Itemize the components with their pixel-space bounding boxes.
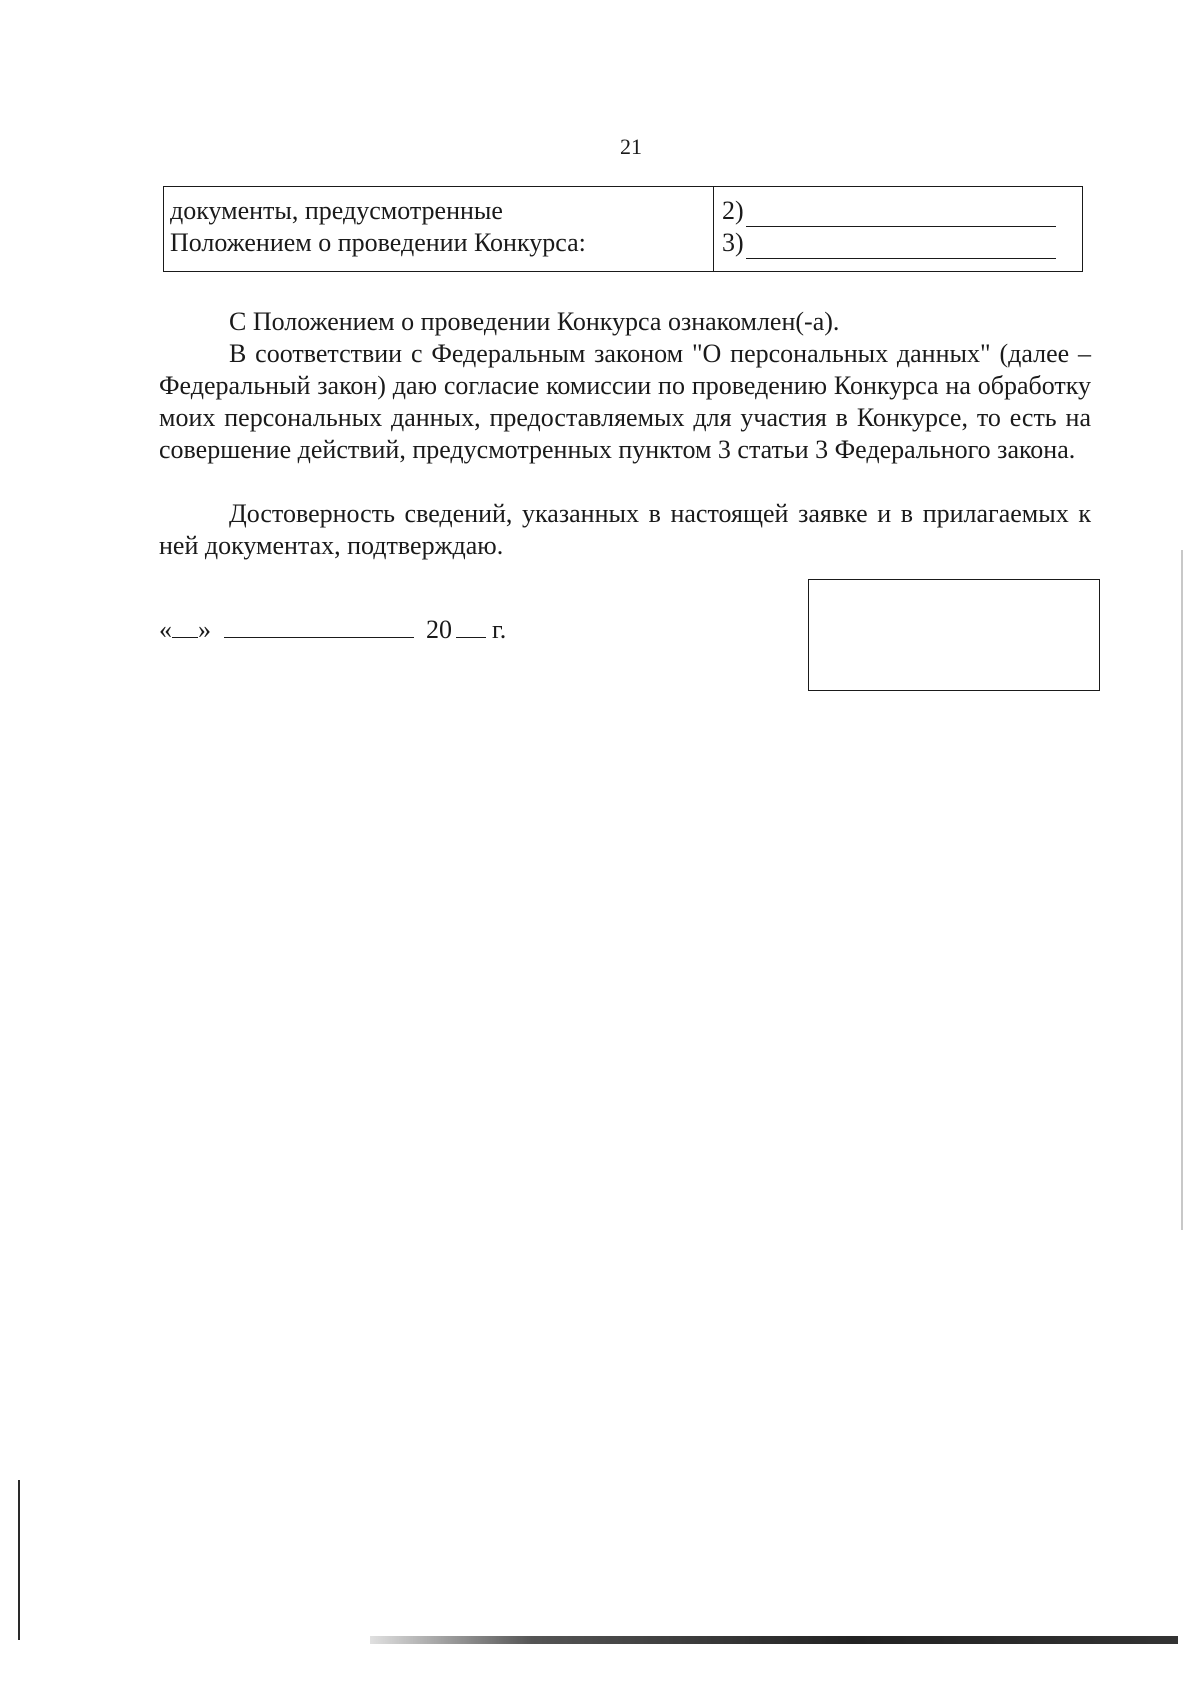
date-day-blank[interactable] [172,615,198,638]
documents-label-line-2: Положением о проведении Конкурса: [170,228,586,257]
documents-label-line-1: документы, предусмотренные [170,196,503,225]
signature-box[interactable] [808,579,1100,691]
personal-data-consent-paragraph: В соответствии с Федеральным законом "О персональных данных" (далее – Федеральный закон) даю согласие комиссии по проведению Конкурса на обработку моих персональных данных, предоставляемых для участия в Конкурсе, то есть на совершение действий, предусмотренных пунктом 3 статьи 3 Федерального закона. [159,339,1091,464]
documents-table [163,186,1083,272]
document-item-2-blank[interactable] [746,200,1056,227]
date-year-prefix: 20 [426,615,452,644]
date-month-blank[interactable] [224,615,414,638]
date-year-suffix: г. [492,615,507,644]
document-item-2-number: 2) [722,196,744,225]
document-item-3 [722,227,1082,259]
document-item-3-number: 3) [722,228,744,257]
acknowledgement-paragraph: С Положением о проведении Конкурса ознакомлен(-а). [229,307,840,336]
page-number: 21 [620,134,642,159]
accuracy-confirmation-paragraph: Достоверность сведений, указанных в настоящей заявке и в прилагаемых к ней документах, подтверждаю. [159,499,1091,560]
document-item-3-blank[interactable] [746,232,1056,259]
date-year-blank[interactable] [456,615,486,638]
scan-artifact-bottom-bar [370,1636,1178,1644]
date-open-quote: « [159,615,172,644]
scan-artifact-right-line [1181,550,1183,1230]
documents-label-cell [164,187,714,271]
date-line [159,614,506,646]
scan-artifact-left-line [18,1480,20,1640]
date-close-quote: » [198,615,211,644]
documents-list-cell [714,187,1082,271]
document-item-2 [722,195,1082,227]
